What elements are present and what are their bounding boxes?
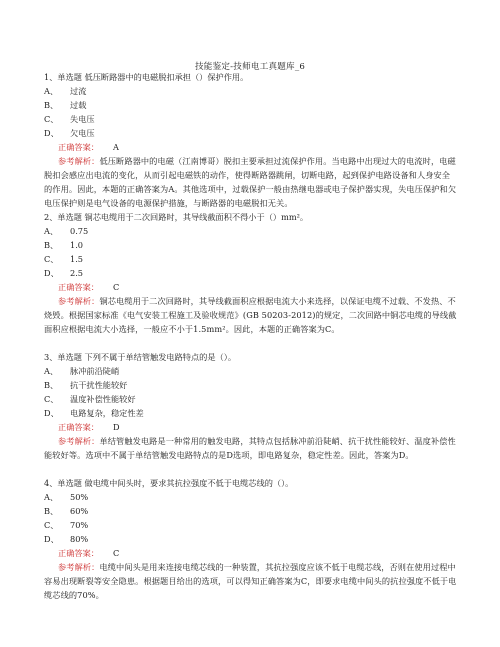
option-a xyxy=(44,224,456,238)
option-letter: B、 xyxy=(44,240,59,250)
option-letter: C、 xyxy=(44,394,59,404)
analysis-text: 铜芯电缆用于二次回路时，其导线截面积应根据电流大小来选择，以保证电缆不过载、不发热、不烧毁。根据国家标准《电气安装工程施工及验收规范》(GB 50203-2012)的规定，二次回路中铜芯电缆的导线截面积应根据电流大小选择，一般应不小于1.5mm²。因此，本题的正确答案为C。 xyxy=(44,296,457,334)
option-text: 70% xyxy=(70,520,89,530)
correct-answer xyxy=(58,546,470,560)
answer-value: D xyxy=(112,422,120,432)
option-text: 50% xyxy=(70,492,89,502)
answer-value: C xyxy=(112,548,120,558)
answer-label: 正确答案： xyxy=(58,548,99,558)
analysis-label: 参考解析： xyxy=(58,436,100,446)
option-text: 60% xyxy=(70,506,89,516)
option-b xyxy=(44,238,456,252)
option-text: 过载 xyxy=(70,100,87,110)
option-b xyxy=(44,504,456,518)
answer-value: C xyxy=(112,282,120,292)
option-a xyxy=(44,490,456,504)
option-d xyxy=(44,406,456,420)
option-text: 电路复杂，稳定性差 xyxy=(70,408,144,418)
correct-answer xyxy=(58,140,470,154)
analysis-label: 参考解析： xyxy=(58,156,100,166)
question-stem: 2、单选题 铜芯电缆用于二次回路时，其导线截面积不得小于（）mm²。 xyxy=(44,212,309,222)
option-d xyxy=(44,126,456,140)
correct-answer xyxy=(58,420,470,434)
analysis-text: 单结管触发电路是一种常用的触发电路，其特点包括脉冲前沿陡峭、抗干扰性能较好、温度补偿性能较好等。选项中不属于单结管触发电路特点的是D选项，即电路复杂，稳定性差。因此，答案为D。 xyxy=(44,436,456,460)
option-letter: B、 xyxy=(44,506,59,516)
analysis-label: 参考解析： xyxy=(58,296,100,306)
option-letter: C、 xyxy=(44,520,59,530)
analysis xyxy=(44,434,458,462)
option-c xyxy=(44,392,456,406)
option-b xyxy=(44,378,456,392)
analysis xyxy=(44,294,458,336)
option-text: 过流 xyxy=(70,86,87,96)
page-title: 技能鉴定-技师电工真题库_6 xyxy=(195,62,305,72)
option-text: 抗干扰性能较好 xyxy=(70,380,128,390)
option-c xyxy=(44,252,456,266)
analysis-text: 低压断路器中的电磁（江南博哥）脱扣主要承担过流保护作用。当电路中出现过大的电流时，电磁脱扣会感应出电流的变化，从而引起电磁铁的动作，使得断路器跳闸，切断电路，起到保护电路设备和人身安全的作用。因此，本题的正确答案为A。其他选项中，过载保护一般由热继电器或电子保护器实现，失电压保护和欠电压保护则是电气设备的电源保护措施，与断路器的电磁脱扣无关。 xyxy=(44,156,457,208)
option-letter: B、 xyxy=(44,100,59,110)
option-letter: D、 xyxy=(44,534,59,544)
option-text: 1.0 xyxy=(70,240,84,250)
option-d xyxy=(44,266,456,280)
question-stem: 3、单选题 下列不属于单结管触发电路特点的是（）。 xyxy=(44,352,237,362)
option-letter: A、 xyxy=(44,86,59,96)
option-text: 0.75 xyxy=(70,226,89,236)
option-text: 1.5 xyxy=(70,254,84,264)
option-a xyxy=(44,364,456,378)
option-letter: C、 xyxy=(44,254,59,264)
correct-answer xyxy=(58,280,470,294)
option-text: 脉冲前沿陡峭 xyxy=(70,366,120,376)
analysis xyxy=(44,154,458,210)
answer-label: 正确答案： xyxy=(58,422,99,432)
option-text: 欠电压 xyxy=(70,128,95,138)
option-b xyxy=(44,98,456,112)
option-letter: A、 xyxy=(44,492,59,502)
option-d xyxy=(44,532,456,546)
option-text: 温度补偿性能较好 xyxy=(70,394,136,404)
answer-value: A xyxy=(112,142,119,152)
question-stem: 1、单选题 低压断路器中的电磁脱扣承担（）保护作用。 xyxy=(44,72,249,82)
answer-label: 正确答案： xyxy=(58,142,99,152)
analysis-label: 参考解析： xyxy=(58,562,100,572)
option-c xyxy=(44,112,456,126)
option-text: 80% xyxy=(70,534,89,544)
option-text: 失电压 xyxy=(70,114,95,124)
option-letter: D、 xyxy=(44,268,59,278)
option-letter: B、 xyxy=(44,380,59,390)
analysis-text: 电缆中间头是用来连接电缆芯线的一种装置，其抗拉强度应该不低于电缆芯线，否则在使用过程中容易出现断裂等安全隐患。根据题目给出的选项，可以得知正确答案为C，即要求电缆中间头的抗拉强度不低于电缆芯线的70%。 xyxy=(44,562,457,600)
option-text: 2.5 xyxy=(70,268,84,278)
option-a xyxy=(44,84,456,98)
option-letter: D、 xyxy=(44,408,59,418)
answer-label: 正确答案： xyxy=(58,282,99,292)
option-letter: C、 xyxy=(44,114,59,124)
option-letter: A、 xyxy=(44,366,59,376)
option-c xyxy=(44,518,456,532)
question-stem: 4、单选题 做电缆中间头时，要求其抗拉强度不低于电缆芯线的（）。 xyxy=(44,478,294,488)
analysis xyxy=(44,560,458,602)
option-letter: D、 xyxy=(44,128,59,138)
option-letter: A、 xyxy=(44,226,59,236)
